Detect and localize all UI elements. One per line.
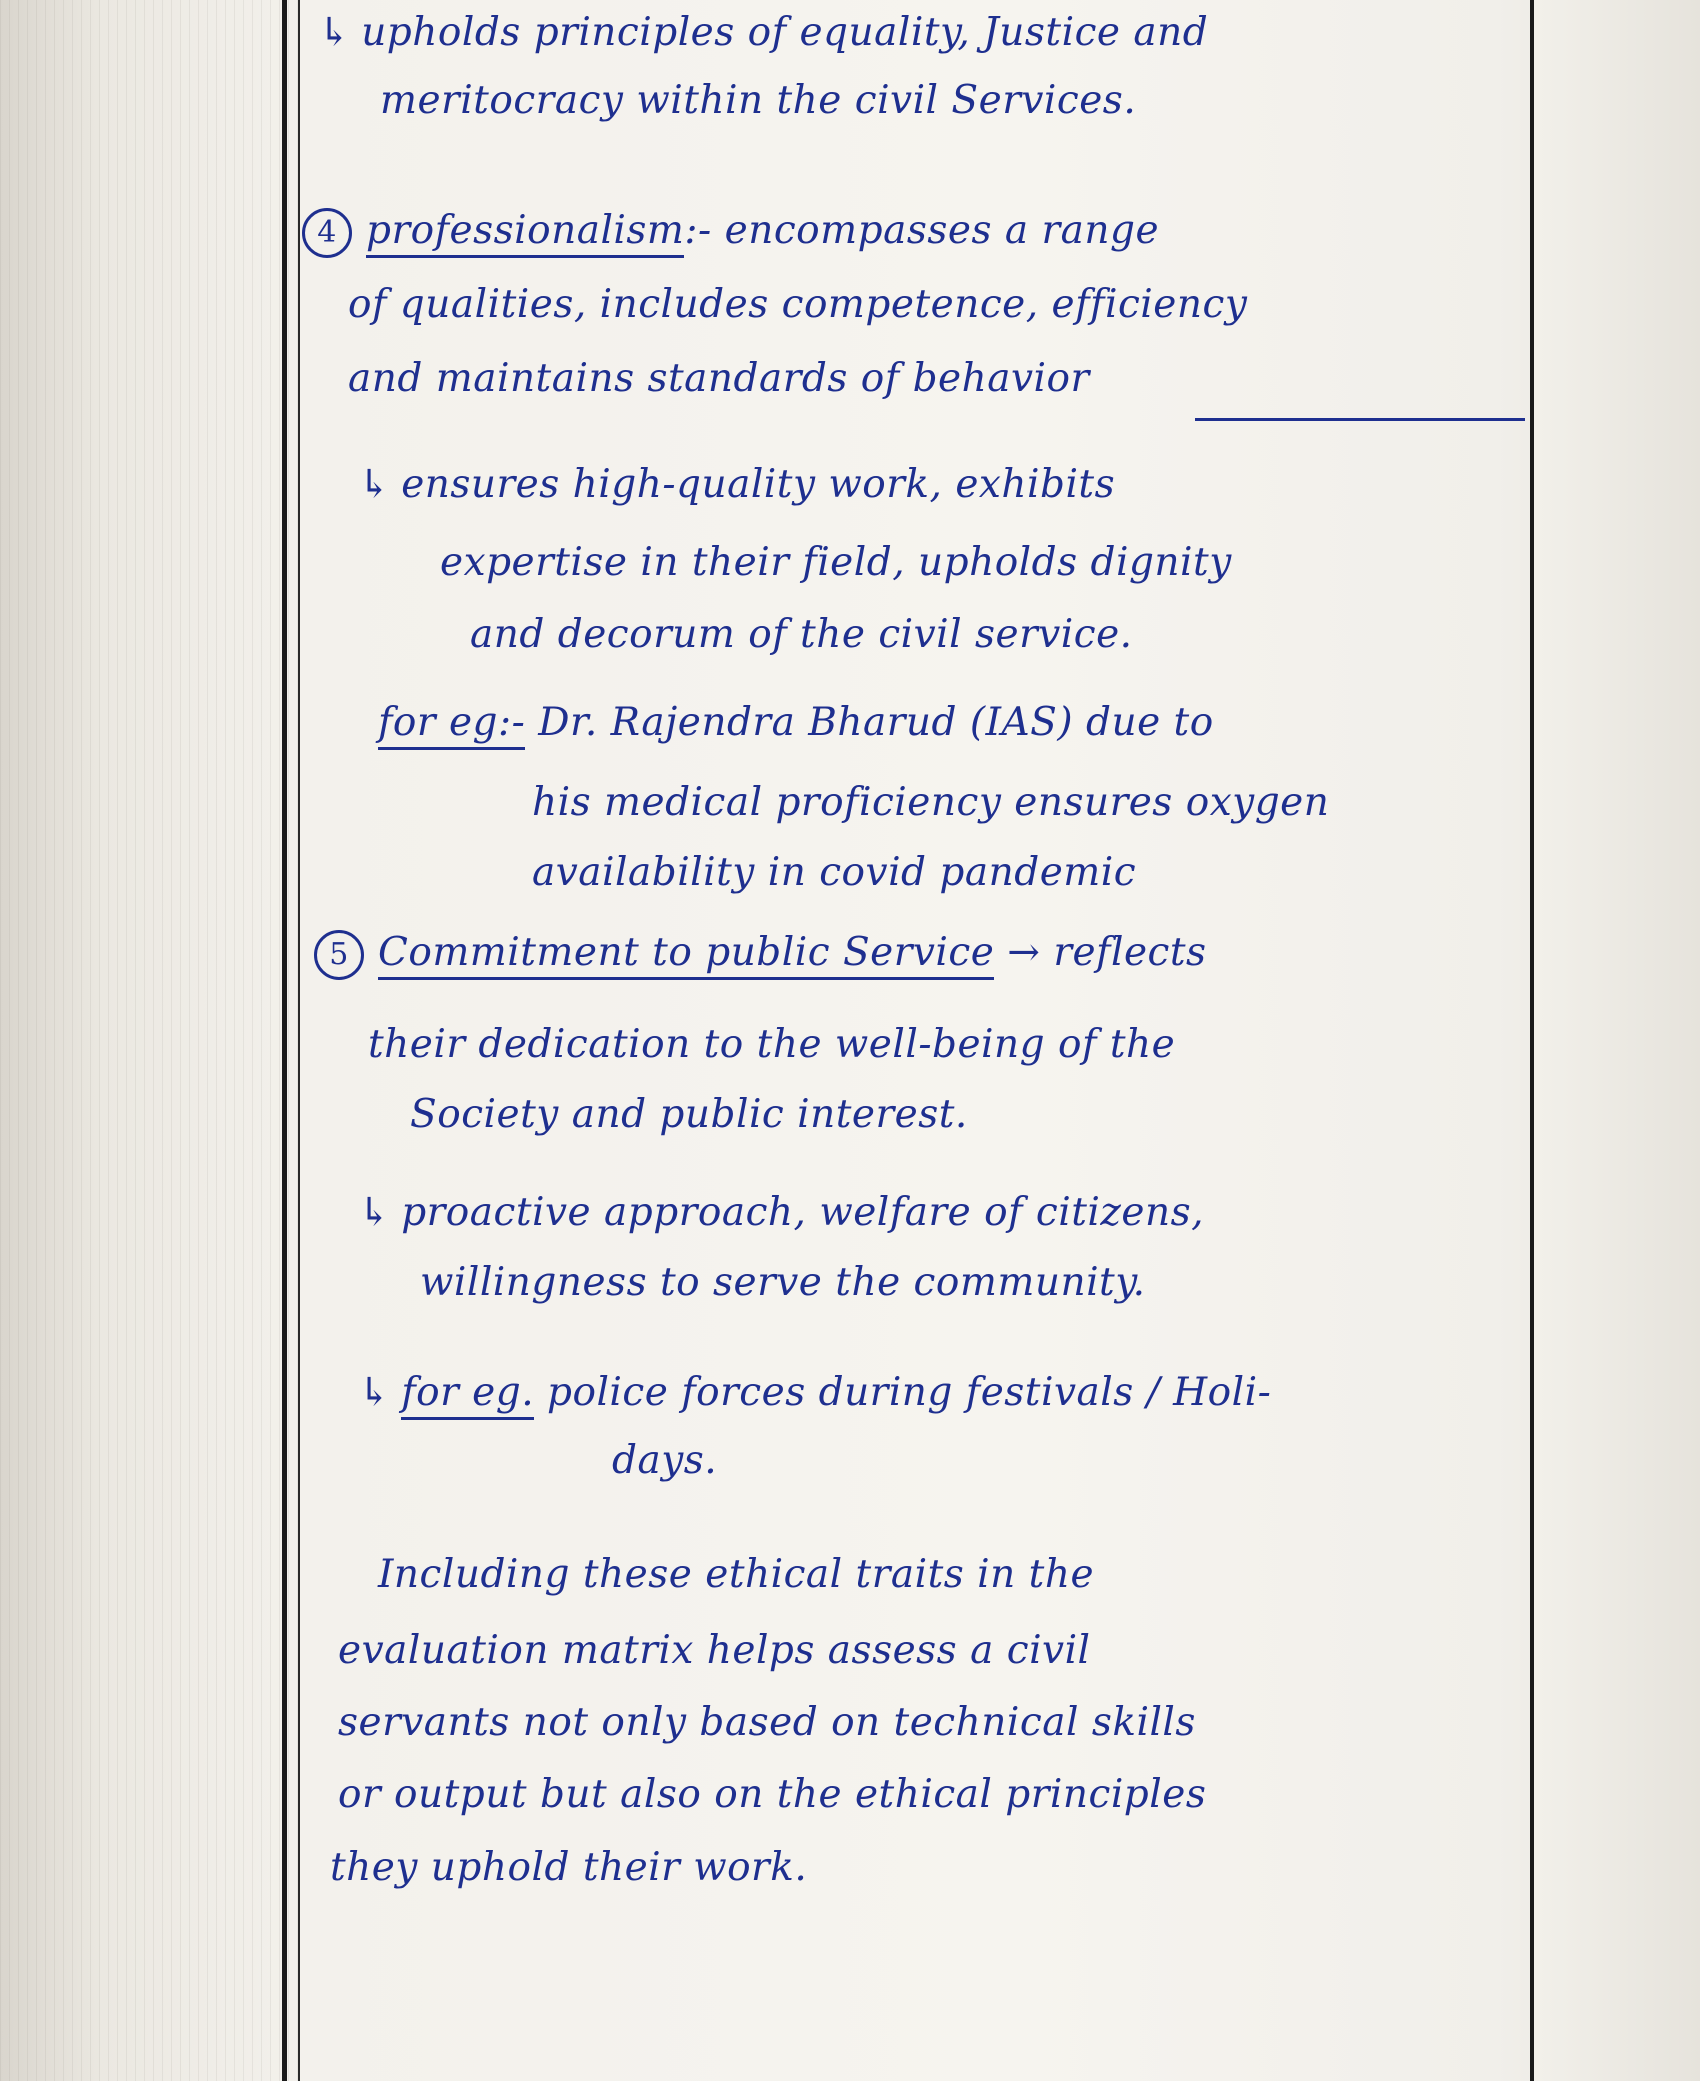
conclusion-line: or output but also on the ethical principles <box>338 1772 1207 1817</box>
page-stack-edges <box>0 0 300 2081</box>
text-line: and maintains standards of behavior <box>348 356 1090 401</box>
underline-stroke <box>1195 418 1525 421</box>
example-label: for eg:- <box>378 700 525 750</box>
margin-rule-right <box>1530 0 1534 2081</box>
text-line: his medical proficiency ensures oxygen <box>532 780 1330 825</box>
example-label: for eg. <box>401 1370 534 1420</box>
text-line: ↳ upholds principles of equality, Justice and <box>318 10 1209 55</box>
conclusion-line: they uphold their work. <box>330 1845 808 1890</box>
point-number-badge: 4 <box>302 208 352 258</box>
text-line: willingness to serve the community. <box>420 1260 1146 1305</box>
right-margin-strip <box>1534 0 1700 2081</box>
example-line: for eg:- Dr. Rajendra Bharud (IAS) due to <box>378 700 1214 745</box>
sub-point-line: ↳ ensures high-quality work, exhibits <box>358 462 1116 507</box>
text-line: meritocracy within the civil Services. <box>380 78 1137 123</box>
text-line: and decorum of the civil service. <box>470 612 1133 657</box>
text-line: their dedication to the well-being of the <box>368 1022 1176 1067</box>
text-line: days. <box>612 1438 718 1483</box>
conclusion-line: evaluation matrix helps assess a civil <box>338 1628 1091 1673</box>
conclusion-line: Including these ethical traits in the <box>378 1552 1095 1597</box>
sub-point-line: ↳ proactive approach, welfare of citizens, <box>358 1190 1205 1235</box>
point-heading: professionalism <box>366 208 684 258</box>
point-4-heading-line: 4 professionalism:- encompasses a range <box>302 208 1159 258</box>
point-5-heading-line: 5 Commitment to public Service → reflects <box>314 930 1207 980</box>
handwritten-notes <box>300 0 1530 2081</box>
text-line: of qualities, includes competence, efficiency <box>348 282 1248 327</box>
margin-rule-left <box>282 0 287 2081</box>
point-number-badge: 5 <box>314 930 364 980</box>
text-line: Society and public interest. <box>410 1092 968 1137</box>
point-heading: Commitment to public Service <box>378 930 994 980</box>
conclusion-line: servants not only based on technical skills <box>338 1700 1196 1745</box>
text-line: expertise in their field, upholds dignity <box>440 540 1232 585</box>
example-line: ↳ for eg. police forces during festivals / Holi- <box>358 1370 1271 1415</box>
text-line: availability in covid pandemic <box>532 850 1137 895</box>
